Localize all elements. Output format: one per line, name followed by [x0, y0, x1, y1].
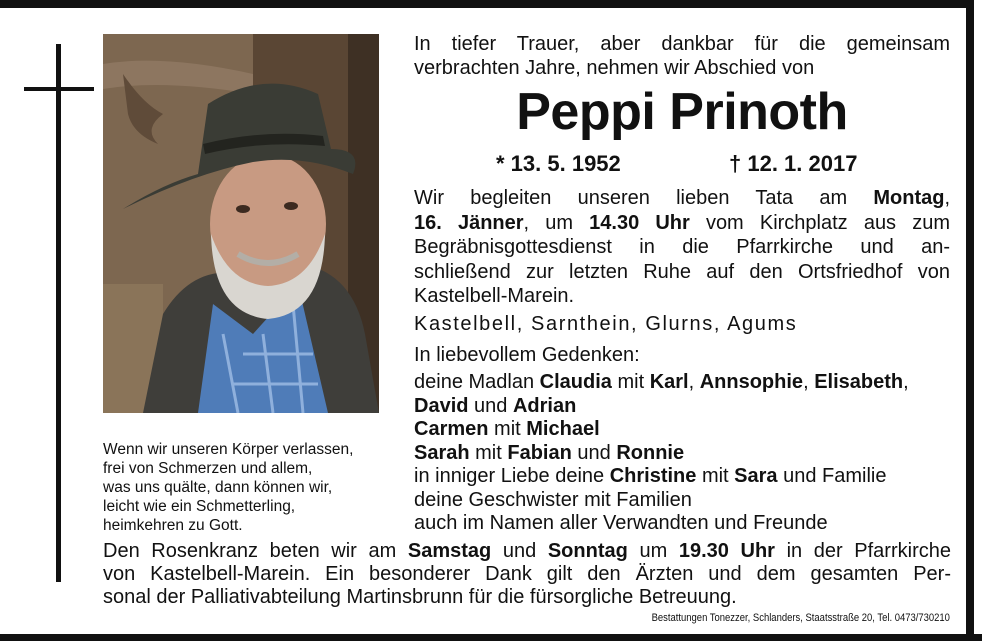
rosary-time: 19.30 Uhr — [678, 540, 775, 562]
cross-icon — [56, 44, 61, 582]
text-span: in inniger Liebe deine — [414, 465, 610, 487]
places-line: Kastelbell, Sarnthein, Glurns, Agums — [414, 313, 798, 335]
mourner-name: Sarah — [414, 441, 470, 464]
cross-icon-bar — [24, 87, 94, 91]
mourner-name: Elisabeth — [814, 371, 904, 393]
text-span: , — [944, 187, 950, 209]
poem-line: frei von Schmerzen und allem, — [103, 460, 313, 477]
poem-line: was uns quälte, dann können wir, — [103, 479, 333, 496]
poem-line: Wenn wir unseren Körper verlassen, — [103, 441, 354, 458]
text-span: , — [688, 371, 700, 393]
text-span: und — [571, 441, 617, 464]
mourner-name: David — [414, 394, 469, 417]
mourners-list — [414, 371, 909, 536]
intro-line: verbrachten Jahre, nehmen wir Abschied von — [414, 57, 815, 79]
text-span: vom Kirchplatz aus zum — [689, 211, 950, 234]
service-line — [414, 186, 950, 211]
mourner-name: Carmen — [414, 418, 489, 440]
service-line — [414, 211, 950, 236]
text-span: und — [468, 394, 513, 417]
mourner-line — [414, 395, 909, 419]
text-span: deine Madlan — [414, 371, 540, 393]
text-span: Den Rosenkranz beten wir am — [103, 540, 408, 562]
mourner-name: Christine — [609, 465, 697, 487]
service-day: Montag — [873, 187, 945, 209]
birth-date: * 13. 5. 1952 — [496, 151, 621, 176]
rosary-line: von Kastelbell-Marein. Ein besonderer Dank gilt den Ärzten und dem gesamten Per- — [103, 563, 951, 585]
service-line: Kastelbell-Marein. — [414, 285, 575, 307]
text-span: , — [903, 371, 909, 393]
text-span: mit — [696, 465, 735, 487]
text-span: und Familie — [777, 465, 887, 487]
funeral-home-footer: Bestattungen Tonezzer, Schlanders, Staatsstraße 20, Tel. 0473/730210 — [651, 612, 950, 624]
text-span: mit — [611, 371, 650, 393]
rosary-text — [103, 540, 951, 609]
text-span: mit — [469, 441, 508, 464]
funeral-service-text — [414, 186, 950, 309]
intro-line: In tiefer Trauer, aber dankbar für die gemeinsam — [414, 33, 950, 55]
rosary-day: Sonntag — [547, 540, 628, 562]
text-span: und — [491, 540, 548, 562]
text-span: , um — [523, 211, 590, 234]
mourner-name: Karl — [649, 371, 689, 393]
text-span: in der Pfarrkirche — [774, 540, 951, 562]
mourner-name: Claudia — [539, 371, 612, 393]
mourner-name: Adrian — [512, 394, 577, 417]
memory-header: In liebevollem Gedenken: — [414, 344, 640, 366]
service-date: 16. Jänner — [414, 211, 524, 234]
rosary-line — [103, 540, 951, 563]
mourner-name: Fabian — [507, 441, 572, 464]
mourner-name: Sara — [734, 465, 778, 487]
notice-bottom-border — [0, 634, 982, 641]
mourner-name: Ronnie — [616, 441, 685, 464]
mourner-name: Annsophie — [699, 371, 804, 393]
mourner-line: auch im Namen aller Verwandten und Freunde — [414, 512, 828, 534]
deceased-name: Peppi Prinoth — [516, 83, 848, 141]
portrait-photo — [103, 34, 379, 413]
mourner-line — [414, 371, 909, 395]
poem-line: heimkehren zu Gott. — [103, 517, 243, 534]
text-span: um — [627, 540, 679, 562]
poem-line: leicht wie ein Schmetterling, — [103, 498, 296, 515]
mourner-line — [414, 442, 909, 466]
mourner-line — [414, 418, 909, 442]
service-line: schließend zur letzten Ruhe auf den Ortsfriedhof von — [414, 260, 950, 283]
mourner-line — [414, 465, 909, 489]
death-date: † 12. 1. 2017 — [729, 151, 858, 176]
poem — [103, 440, 383, 535]
service-line: Begräbnisgottesdienst in die Pfarrkirche und an- — [414, 236, 950, 258]
mourner-line: deine Geschwister mit Familien — [414, 488, 692, 511]
mourner-name: Michael — [526, 418, 600, 440]
text-span: , — [803, 371, 815, 393]
rosary-day: Samstag — [407, 540, 492, 562]
rosary-line: sonal der Palliativabteilung Martinsbrunn für die fürsorgliche Betreuung. — [103, 586, 737, 608]
intro-text — [414, 32, 950, 80]
text-span: mit — [488, 418, 527, 440]
service-time: 14.30 Uhr — [589, 211, 690, 234]
text-span: Wir begleiten unseren lieben Tata am — [414, 187, 874, 209]
